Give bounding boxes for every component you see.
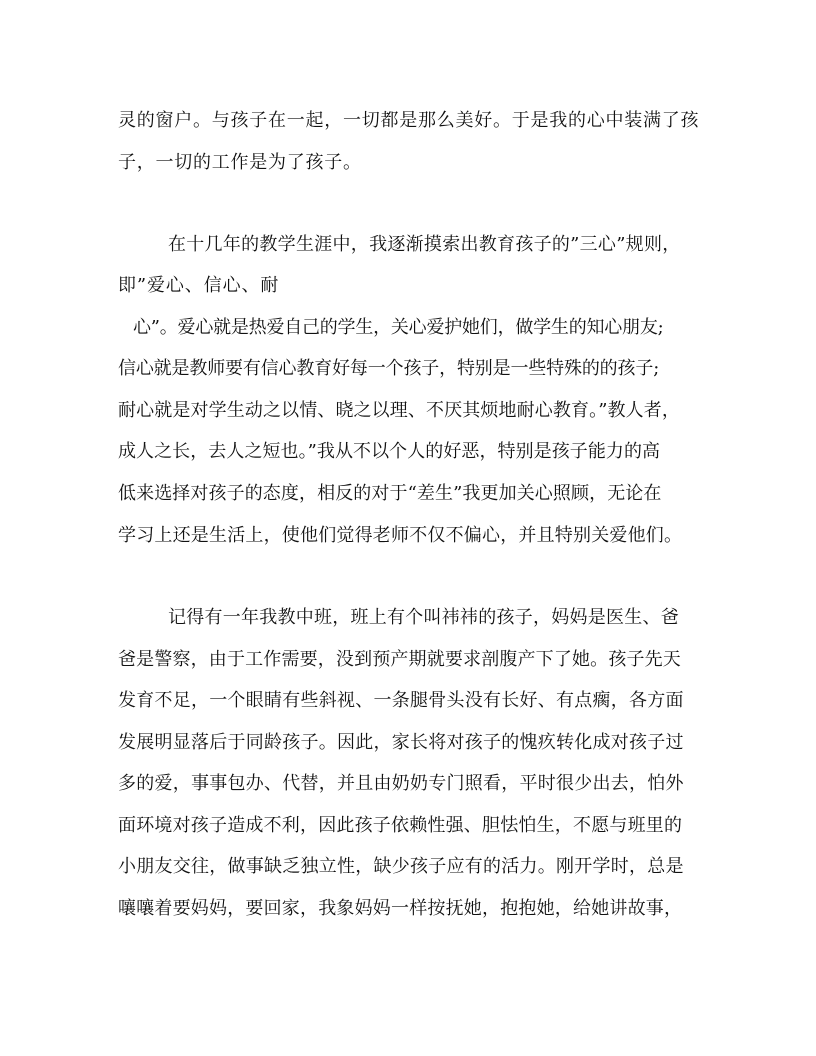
paragraph-line: 面环境对孩子造成不利，因此孩子依赖性强、胆怯怕生，不愿与班里的: [118, 815, 683, 836]
paragraph-line: 耐心就是对学生动之以情、晓之以理、不厌其烦地耐心教育。”教人者，: [118, 400, 681, 421]
paragraph-line: 发育不足，一个眼睛有些斜视、一条腿骨头没有长好、有点瘸，各方面: [118, 690, 684, 711]
paragraph-line: 子，一切的工作是为了孩子。: [118, 152, 362, 173]
paragraph-line: 多的爱，事事包办、代替，并且由奶奶专门照看，平时很少出去，怕外: [118, 773, 684, 794]
paragraph-line: 在十几年的教学生涯中，我逐渐摸索出教育孩子的”三心”规则，: [168, 234, 681, 255]
paragraph-line: 成人之长，去人之短也。”我从不以个人的好恶，特别是孩子能力的高: [118, 441, 661, 462]
paragraph-line: 爸是警察，由于工作需要，没到预产期就要求剖腹产下了她。孩子先天: [118, 649, 681, 670]
paragraph-line: 灵的窗户。与孩子在一起，一切都是那么美好。于是我的心中装满了孩: [118, 110, 700, 131]
paragraph-line: 信心就是教师要有信心教育好每一个孩子，特别是一些特殊的的孩子;: [118, 358, 660, 379]
paragraph-line: 记得有一年我教中班，班上有个叫祎祎的孩子，妈妈是医生、爸: [168, 607, 679, 628]
paragraph-line: 发展明显落后于同龄孩子。因此，家长将对孩子的愧疚转化成对孩子过: [118, 732, 684, 753]
paragraph-line: 小朋友交往，做事缺乏独立性，缺少孩子应有的活力。刚开学时，总是: [118, 856, 684, 877]
paragraph-line: 学习上还是生活上，使他们觉得老师不仅不偏心，并且特别关爱他们。: [118, 525, 683, 546]
paragraph-line: 即”爱心、信心、耐: [118, 275, 280, 296]
paragraph-line: 嚷嚷着要妈妈，要回家，我象妈妈一样按抚她，抱抱她，给她讲故事，: [118, 898, 683, 919]
paragraph-line: 低来选择对孩子的态度，相反的对于“差生”我更加关心照顾，无论在: [118, 483, 662, 504]
paragraph-line: 心”。爱心就是热爱自己的学生，关心爱护她们，做学生的知心朋友;: [133, 317, 664, 338]
